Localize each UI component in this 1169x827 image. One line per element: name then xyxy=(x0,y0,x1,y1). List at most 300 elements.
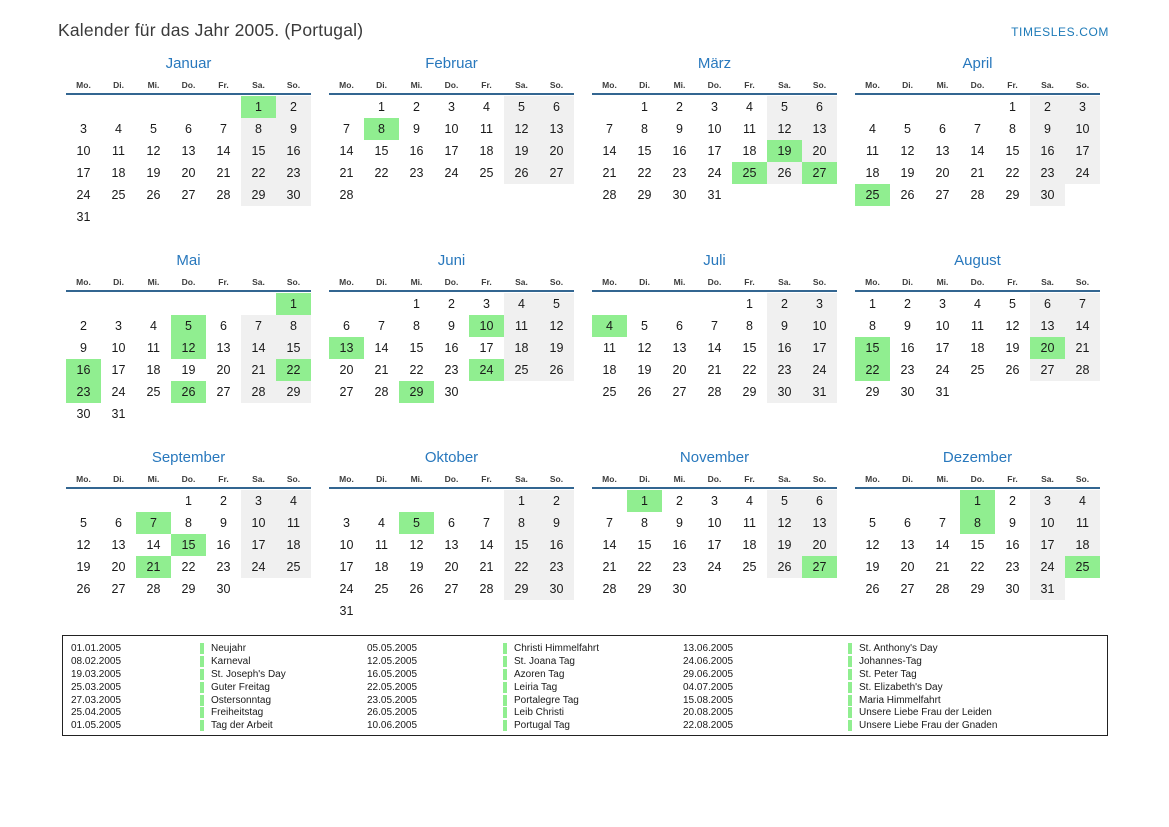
day-cell: 17 xyxy=(1030,534,1065,556)
day-cell: 17 xyxy=(707,144,722,158)
day-cell: 27 xyxy=(900,582,915,596)
day-cell: 22 xyxy=(504,556,539,578)
day-cell: 3 xyxy=(939,297,946,311)
legend-date: 26.05.2005 xyxy=(367,707,418,719)
holiday-tick-icon xyxy=(503,707,507,718)
day-cell: 23 xyxy=(539,556,574,578)
day-cell: 2 xyxy=(539,490,574,512)
day-cell xyxy=(855,490,890,512)
day-cell xyxy=(434,403,469,425)
day-cell xyxy=(66,96,101,118)
page-title: Kalender für das Jahr 2005. (Portugal) xyxy=(58,20,364,40)
day-cell xyxy=(960,381,995,403)
day-cell: 1 xyxy=(504,490,539,512)
day-cell: 23 xyxy=(672,560,687,574)
weekday-label: Fr. xyxy=(218,277,229,287)
day-cell: 1 xyxy=(413,297,420,311)
day-cell: 7 xyxy=(974,122,981,136)
weekday-label: So. xyxy=(1075,474,1090,484)
weekday-label: Mi. xyxy=(147,474,160,484)
day-cell: 29 xyxy=(241,184,276,206)
weekday-label: Do. xyxy=(444,80,459,90)
day-cell: 14 xyxy=(970,144,985,158)
day-cell: 7 xyxy=(939,516,946,530)
day-cell xyxy=(767,600,802,622)
day-cell xyxy=(276,403,311,425)
day-cell: 21 xyxy=(241,359,276,381)
day-cell: 8 xyxy=(276,315,311,337)
day-cell: 29 xyxy=(865,385,880,399)
day-cell: 26 xyxy=(409,582,424,596)
day-cell: 19 xyxy=(181,363,196,377)
day-cell: 1 xyxy=(1009,100,1016,114)
day-cell xyxy=(855,206,890,228)
day-cell: 29 xyxy=(742,385,757,399)
day-cell: 31 xyxy=(1030,578,1065,600)
day-cell: 4 xyxy=(150,319,157,333)
day-cell: 1 xyxy=(241,96,276,118)
day-cell: 4 xyxy=(504,293,539,315)
month-days xyxy=(855,490,1100,622)
day-cell: 17 xyxy=(444,144,459,158)
weekday-label: Di. xyxy=(113,474,124,484)
month-8 xyxy=(855,252,1100,425)
day-cell xyxy=(364,403,399,425)
day-cell: 23 xyxy=(1005,560,1020,574)
day-cell: 6 xyxy=(939,122,946,136)
day-cell xyxy=(802,206,837,228)
holiday-tick-icon xyxy=(503,695,507,706)
day-cell: 27 xyxy=(935,188,950,202)
day-cell: 11 xyxy=(276,512,311,534)
day-cell: 12 xyxy=(539,315,574,337)
day-cell: 1 xyxy=(627,490,662,512)
day-cell xyxy=(206,403,241,425)
day-cell xyxy=(995,600,1030,622)
weekday-label: Di. xyxy=(639,80,650,90)
weekday-label: Di. xyxy=(113,277,124,287)
day-cell: 18 xyxy=(276,534,311,556)
holiday-tick-icon xyxy=(503,669,507,680)
weekday-label: Fr. xyxy=(1007,474,1018,484)
day-cell xyxy=(697,293,732,315)
weekday-label: Do. xyxy=(181,80,196,90)
day-cell xyxy=(469,381,504,403)
day-cell xyxy=(925,206,960,228)
day-cell: 25 xyxy=(732,162,767,184)
weekday-label: Di. xyxy=(376,277,387,287)
weekday-header-row xyxy=(592,277,837,292)
day-cell: 20 xyxy=(900,560,915,574)
day-cell: 15 xyxy=(637,538,652,552)
month-4 xyxy=(855,55,1100,228)
weekday-label: Mi. xyxy=(147,277,160,287)
legend-date: 29.06.2005 xyxy=(683,668,734,680)
day-cell: 30 xyxy=(1005,582,1020,596)
legend-holiday-name: St. Joseph's Day xyxy=(211,668,286,680)
legend-entry xyxy=(848,656,1107,667)
day-cell: 24 xyxy=(707,560,722,574)
day-cell xyxy=(276,578,311,600)
day-cell: 3 xyxy=(343,516,350,530)
weekday-label: So. xyxy=(286,277,301,287)
day-cell: 29 xyxy=(276,381,311,403)
day-cell: 22 xyxy=(742,363,757,377)
day-cell xyxy=(1065,184,1100,206)
day-cell: 31 xyxy=(707,188,722,202)
weekday-label: So. xyxy=(549,277,564,287)
day-cell xyxy=(399,600,434,622)
day-cell xyxy=(1065,578,1100,600)
weekday-header-row xyxy=(329,474,574,489)
weekday-label: Sa. xyxy=(778,474,791,484)
day-cell: 22 xyxy=(637,166,652,180)
day-cell: 9 xyxy=(220,516,227,530)
day-cell: 3 xyxy=(80,122,87,136)
weekday-label: Do. xyxy=(181,277,196,287)
day-cell: 7 xyxy=(136,512,171,534)
day-cell: 2 xyxy=(676,100,683,114)
day-cell: 19 xyxy=(900,166,915,180)
day-cell xyxy=(136,206,171,228)
day-cell: 28 xyxy=(374,385,389,399)
day-cell: 28 xyxy=(707,385,722,399)
site-link[interactable]: TIMESLES.COM xyxy=(1011,25,1109,39)
weekday-header-row xyxy=(66,474,311,489)
day-cell: 5 xyxy=(150,122,157,136)
day-cell: 13 xyxy=(111,538,126,552)
day-cell: 1 xyxy=(960,490,995,512)
day-cell: 13 xyxy=(1030,315,1065,337)
day-cell: 15 xyxy=(855,337,890,359)
weekday-label: Fr. xyxy=(481,80,492,90)
legend-entry xyxy=(503,643,683,654)
weekday-label: Mi. xyxy=(673,277,686,287)
months-grid xyxy=(0,55,1169,622)
day-cell: 6 xyxy=(802,96,837,118)
day-cell: 25 xyxy=(602,385,617,399)
day-cell: 29 xyxy=(1005,188,1020,202)
day-cell: 17 xyxy=(241,534,276,556)
day-cell: 16 xyxy=(1005,538,1020,552)
day-cell xyxy=(1030,206,1065,228)
day-cell: 16 xyxy=(672,538,687,552)
day-cell: 24 xyxy=(1030,556,1065,578)
day-cell xyxy=(206,206,241,228)
day-cell: 3 xyxy=(802,293,837,315)
weekday-header-row xyxy=(592,474,837,489)
day-cell: 3 xyxy=(711,494,718,508)
day-cell: 27 xyxy=(111,582,126,596)
weekday-label: Mo. xyxy=(602,474,617,484)
day-cell xyxy=(697,600,732,622)
day-cell: 3 xyxy=(115,319,122,333)
day-cell xyxy=(101,96,136,118)
weekday-label: Mi. xyxy=(936,80,949,90)
day-cell: 24 xyxy=(935,363,950,377)
day-cell xyxy=(1065,403,1100,425)
day-cell: 21 xyxy=(1065,337,1100,359)
day-cell: 2 xyxy=(676,494,683,508)
holiday-tick-icon xyxy=(848,656,852,667)
day-cell: 10 xyxy=(707,122,722,136)
day-cell xyxy=(434,490,469,512)
month-title: Juli xyxy=(703,252,726,269)
weekday-label: So. xyxy=(812,80,827,90)
weekday-label: Do. xyxy=(707,277,722,287)
day-cell: 30 xyxy=(900,385,915,399)
day-cell: 20 xyxy=(181,166,196,180)
day-cell xyxy=(171,96,206,118)
legend-holiday-name: Karneval xyxy=(211,655,251,667)
weekday-label: Mi. xyxy=(410,80,423,90)
weekday-label: Mo. xyxy=(602,80,617,90)
day-cell xyxy=(627,293,662,315)
legend-entry xyxy=(200,643,367,654)
day-cell: 21 xyxy=(602,560,617,574)
day-cell: 27 xyxy=(216,385,231,399)
month-title: Dezember xyxy=(942,449,1013,466)
legend-holiday-name: St. Peter Tag xyxy=(859,668,917,680)
day-cell xyxy=(627,600,662,622)
day-cell xyxy=(329,96,364,118)
day-cell xyxy=(66,293,101,315)
legend-entry xyxy=(503,682,683,693)
day-cell: 26 xyxy=(76,582,91,596)
day-cell: 14 xyxy=(602,144,617,158)
day-cell xyxy=(504,206,539,228)
day-cell: 20 xyxy=(339,363,354,377)
day-cell: 27 xyxy=(1030,359,1065,381)
day-cell xyxy=(469,184,504,206)
day-cell xyxy=(539,381,574,403)
day-cell: 15 xyxy=(409,341,424,355)
weekday-label: Fr. xyxy=(1007,80,1018,90)
day-cell: 24 xyxy=(707,166,722,180)
day-cell xyxy=(504,381,539,403)
day-cell: 20 xyxy=(802,534,837,556)
day-cell: 2 xyxy=(220,494,227,508)
weekday-label: Sa. xyxy=(1041,80,1054,90)
legend-date: 01.05.2005 xyxy=(71,720,122,732)
weekday-label: Di. xyxy=(113,80,124,90)
day-cell: 11 xyxy=(603,341,616,355)
weekday-label: So. xyxy=(549,80,564,90)
holiday-tick-icon xyxy=(503,643,507,654)
day-cell xyxy=(136,293,171,315)
day-cell: 14 xyxy=(935,538,950,552)
day-cell: 28 xyxy=(970,188,985,202)
day-cell: 6 xyxy=(676,319,683,333)
weekday-label: Do. xyxy=(444,474,459,484)
day-cell xyxy=(364,206,399,228)
day-cell: 16 xyxy=(539,534,574,556)
weekday-label: So. xyxy=(1075,277,1090,287)
weekday-label: Sa. xyxy=(252,474,265,484)
day-cell: 3 xyxy=(711,100,718,114)
day-cell xyxy=(504,184,539,206)
legend-entry xyxy=(503,695,683,706)
month-days xyxy=(855,96,1100,228)
day-cell: 16 xyxy=(409,144,424,158)
day-cell: 15 xyxy=(970,538,985,552)
day-cell: 27 xyxy=(802,556,837,578)
day-cell: 1 xyxy=(746,297,753,311)
day-cell: 21 xyxy=(707,363,722,377)
day-cell: 29 xyxy=(637,188,652,202)
day-cell: 4 xyxy=(746,100,753,114)
day-cell: 28 xyxy=(339,188,354,202)
day-cell: 5 xyxy=(171,315,206,337)
legend-entry xyxy=(848,707,1107,718)
day-cell: 2 xyxy=(413,100,420,114)
day-cell: 27 xyxy=(539,162,574,184)
weekday-label: Sa. xyxy=(252,277,265,287)
day-cell xyxy=(241,293,276,315)
day-cell: 11 xyxy=(971,319,984,333)
day-cell: 31 xyxy=(802,381,837,403)
day-cell: 16 xyxy=(216,538,231,552)
day-cell: 23 xyxy=(216,560,231,574)
day-cell: 22 xyxy=(181,560,196,574)
day-cell xyxy=(171,403,206,425)
weekday-label: Mo. xyxy=(76,474,91,484)
day-cell xyxy=(136,96,171,118)
day-cell: 10 xyxy=(76,144,91,158)
month-title: August xyxy=(954,252,1001,269)
holiday-tick-icon xyxy=(848,720,852,731)
day-cell: 10 xyxy=(802,315,837,337)
day-cell: 12 xyxy=(865,538,880,552)
day-cell: 26 xyxy=(171,381,206,403)
day-cell: 17 xyxy=(1065,140,1100,162)
weekday-label: Fr. xyxy=(218,80,229,90)
day-cell: 19 xyxy=(539,337,574,359)
day-cell xyxy=(697,578,732,600)
day-cell xyxy=(276,600,311,622)
day-cell xyxy=(925,403,960,425)
day-cell xyxy=(960,600,995,622)
weekday-label: Mi. xyxy=(936,277,949,287)
day-cell xyxy=(101,600,136,622)
day-cell: 19 xyxy=(1005,341,1020,355)
day-cell: 21 xyxy=(935,560,950,574)
day-cell xyxy=(66,490,101,512)
day-cell xyxy=(592,490,627,512)
day-cell xyxy=(1065,381,1100,403)
day-cell: 6 xyxy=(539,96,574,118)
day-cell: 28 xyxy=(479,582,494,596)
legend-date: 25.04.2005 xyxy=(71,707,122,719)
day-cell: 4 xyxy=(276,490,311,512)
weekday-label: Fr. xyxy=(1007,277,1018,287)
day-cell xyxy=(206,600,241,622)
day-cell: 15 xyxy=(171,534,206,556)
day-cell: 18 xyxy=(504,337,539,359)
day-cell: 10 xyxy=(339,538,354,552)
day-cell: 7 xyxy=(343,122,350,136)
day-cell: 2 xyxy=(1030,96,1065,118)
day-cell: 8 xyxy=(1009,122,1016,136)
day-cell xyxy=(539,184,574,206)
month-1 xyxy=(66,55,311,228)
day-cell xyxy=(802,184,837,206)
month-3 xyxy=(592,55,837,228)
weekday-label: Do. xyxy=(970,80,985,90)
day-cell: 19 xyxy=(637,363,652,377)
day-cell: 29 xyxy=(970,582,985,596)
month-title: April xyxy=(962,55,993,72)
day-cell: 25 xyxy=(146,385,161,399)
day-cell: 21 xyxy=(216,166,231,180)
day-cell: 26 xyxy=(539,359,574,381)
legend-date: 22.05.2005 xyxy=(367,681,418,693)
day-cell: 28 xyxy=(935,582,950,596)
day-cell: 25 xyxy=(276,556,311,578)
day-cell xyxy=(925,600,960,622)
day-cell: 5 xyxy=(399,512,434,534)
day-cell xyxy=(329,490,364,512)
day-cell: 15 xyxy=(1005,144,1020,158)
day-cell: 1 xyxy=(185,494,192,508)
day-cell: 19 xyxy=(865,560,880,574)
month-days xyxy=(592,490,837,622)
day-cell: 22 xyxy=(276,359,311,381)
day-cell: 8 xyxy=(746,319,753,333)
day-cell: 3 xyxy=(1065,96,1100,118)
day-cell: 10 xyxy=(444,122,459,136)
day-cell: 16 xyxy=(1030,140,1065,162)
day-cell: 8 xyxy=(413,319,420,333)
day-cell xyxy=(627,403,662,425)
holiday-tick-icon xyxy=(200,707,204,718)
legend-date: 19.03.2005 xyxy=(71,668,122,680)
weekday-header-row xyxy=(855,80,1100,95)
day-cell: 24 xyxy=(444,166,459,180)
day-cell xyxy=(364,184,399,206)
day-cell xyxy=(101,293,136,315)
legend-holiday-name: Azoren Tag xyxy=(514,668,565,680)
legend-entry xyxy=(200,669,367,680)
day-cell: 26 xyxy=(637,385,652,399)
day-cell: 12 xyxy=(146,144,161,158)
day-cell: 15 xyxy=(276,337,311,359)
day-cell: 9 xyxy=(276,118,311,140)
day-cell xyxy=(1030,403,1065,425)
day-cell: 11 xyxy=(504,315,539,337)
day-cell xyxy=(206,293,241,315)
day-cell xyxy=(539,403,574,425)
day-cell: 15 xyxy=(637,144,652,158)
day-cell xyxy=(995,403,1030,425)
weekday-label: Mi. xyxy=(147,80,160,90)
day-cell xyxy=(434,206,469,228)
legend-entry xyxy=(200,707,367,718)
day-cell xyxy=(1065,600,1100,622)
legend-entry xyxy=(503,669,683,680)
day-cell: 27 xyxy=(672,385,687,399)
day-cell: 22 xyxy=(409,363,424,377)
day-cell: 21 xyxy=(339,166,354,180)
day-cell xyxy=(469,600,504,622)
weekday-label: Fr. xyxy=(744,474,755,484)
day-cell xyxy=(662,206,697,228)
day-cell: 27 xyxy=(339,385,354,399)
day-cell: 24 xyxy=(802,359,837,381)
day-cell: 14 xyxy=(602,538,617,552)
legend-date: 08.02.2005 xyxy=(71,655,122,667)
day-cell xyxy=(171,293,206,315)
